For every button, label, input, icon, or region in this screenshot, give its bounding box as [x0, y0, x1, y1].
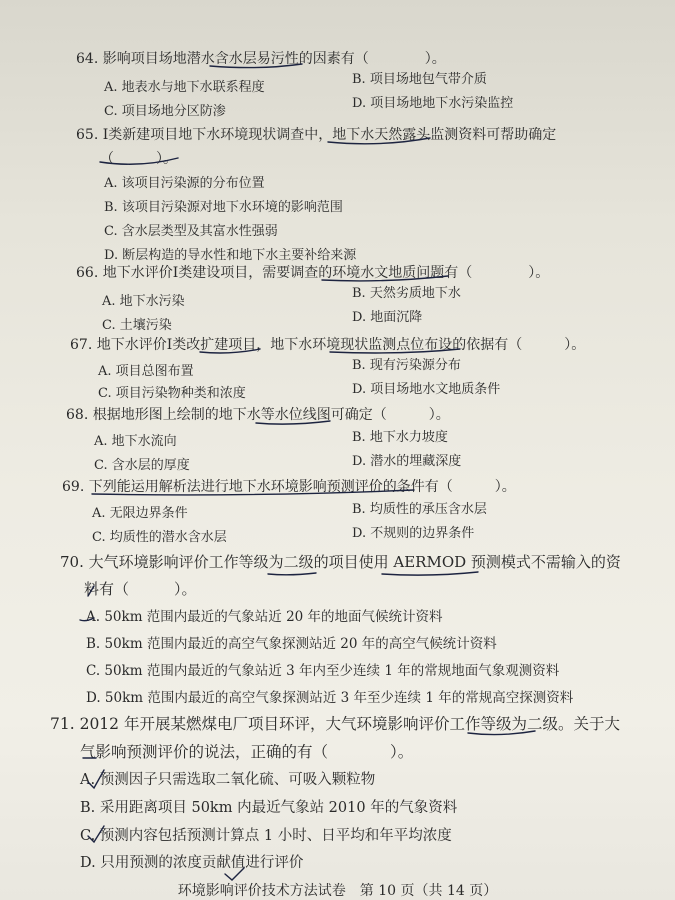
underline-mark: [382, 572, 478, 575]
option-a: A. 地下水污染: [102, 294, 185, 309]
option-d: D. 地面沉降: [352, 310, 423, 325]
question-stem-continued: 气影响预测评价的说法，正确的有（ ）。: [80, 743, 414, 761]
page-footer: 环境影响评价技术方法试卷 第 10 页（共 14 页）: [177, 883, 498, 899]
option-b: B. 天然劣质地下水: [352, 286, 461, 301]
question-stem-continued: （ ）。: [100, 151, 177, 167]
question-stem: 65. Ⅰ类新建项目地下水环境现状调查中，地下水天然露头监测资料可帮助确定: [76, 127, 557, 143]
question-stem: 66. 地下水评价Ⅰ类建设项目，需要调查的环境水文地质问题有（ ）。: [76, 265, 550, 281]
option-d: D. 只用预测的浓度贡献值进行评价: [80, 855, 304, 871]
option-d: D. 项目场地水文地质条件: [352, 382, 501, 397]
question-stem-continued: 料有（ ）。: [84, 580, 197, 598]
option-b: B. 该项目污染源对地下水环境的影响范围: [104, 200, 343, 215]
option-c: C. 项目场地分区防渗: [104, 104, 226, 119]
option-b: B. 项目场地包气带介质: [352, 72, 487, 87]
option-c: C. 含水层类型及其富水性强弱: [104, 224, 278, 239]
option-d: D. 不规则的边界条件: [352, 526, 475, 541]
option-d: D. 50km 范围内最近的高空气象探测站近 3 年至少连续 1 年的常规高空探测资料: [86, 690, 574, 706]
option-a: A. 无限边界条件: [92, 506, 188, 521]
question-stem: 71. 2012 年开展某燃煤电厂项目环评，大气环境影响评价工作等级为二级。关于大: [50, 715, 620, 733]
question-stem: 70. 大气环境影响评价工作等级为二级的项目使用 AERMOD 预测模式不需输入的资: [60, 553, 621, 571]
option-b: B. 采用距离项目 50km 内最近气象站 2010 年的气象资料: [80, 800, 458, 816]
option-d: D. 项目场地地下水污染监控: [352, 96, 514, 111]
option-a: A. 地表水与地下水联系程度: [104, 80, 265, 95]
question-stem: 68. 根据地形图上绘制的地下水等水位线图可确定（ ）。: [66, 407, 450, 423]
underline-mark: [268, 573, 316, 575]
option-c: C. 含水层的厚度: [94, 458, 190, 473]
option-d: D. 断层构造的导水性和地下水主要补给来源: [104, 248, 357, 263]
question-stem: 67. 地下水评价Ⅰ类改扩建项目，地下水环境现状监测点位布设的依据有（ ）。: [70, 337, 586, 353]
option-c: C. 50km 范围内最近的气象站近 3 年内至少连续 1 年的常规地面气象观测资料: [86, 663, 560, 679]
option-a: A. 项目总图布置: [98, 364, 194, 379]
option-d: D. 潜水的埋藏深度: [352, 454, 462, 469]
option-c: C. 均质性的潜水含水层: [92, 530, 227, 545]
option-b: B. 均质性的承压含水层: [352, 502, 487, 517]
option-c: C. 项目污染物种类和浓度: [98, 386, 246, 401]
option-c: C. 预测内容包括预测计算点 1 小时、日平均和年平均浓度: [80, 828, 452, 844]
option-b: B. 50km 范围内最近的高空气象探测站近 20 年的高空气候统计资料: [86, 636, 497, 652]
option-a: A. 50km 范围内最近的气象站近 20 年的地面气候统计资料: [86, 609, 443, 625]
option-a: A. 地下水流向: [94, 434, 177, 449]
option-b: B. 地下水力坡度: [352, 430, 448, 445]
option-c: C. 土壤污染: [102, 318, 172, 333]
option-a: A. 预测因子只需选取二氧化硫、可吸入颗粒物: [80, 772, 376, 788]
question-stem: 69. 下列能运用解析法进行地下水环境影响预测评价的条件有（ ）。: [62, 479, 516, 495]
option-b: B. 现有污染源分布: [352, 358, 461, 373]
option-a: A. 该项目污染源的分布位置: [104, 176, 265, 191]
question-stem: 64. 影响项目场地潜水含水层易污性的因素有（ ）。: [76, 51, 446, 67]
